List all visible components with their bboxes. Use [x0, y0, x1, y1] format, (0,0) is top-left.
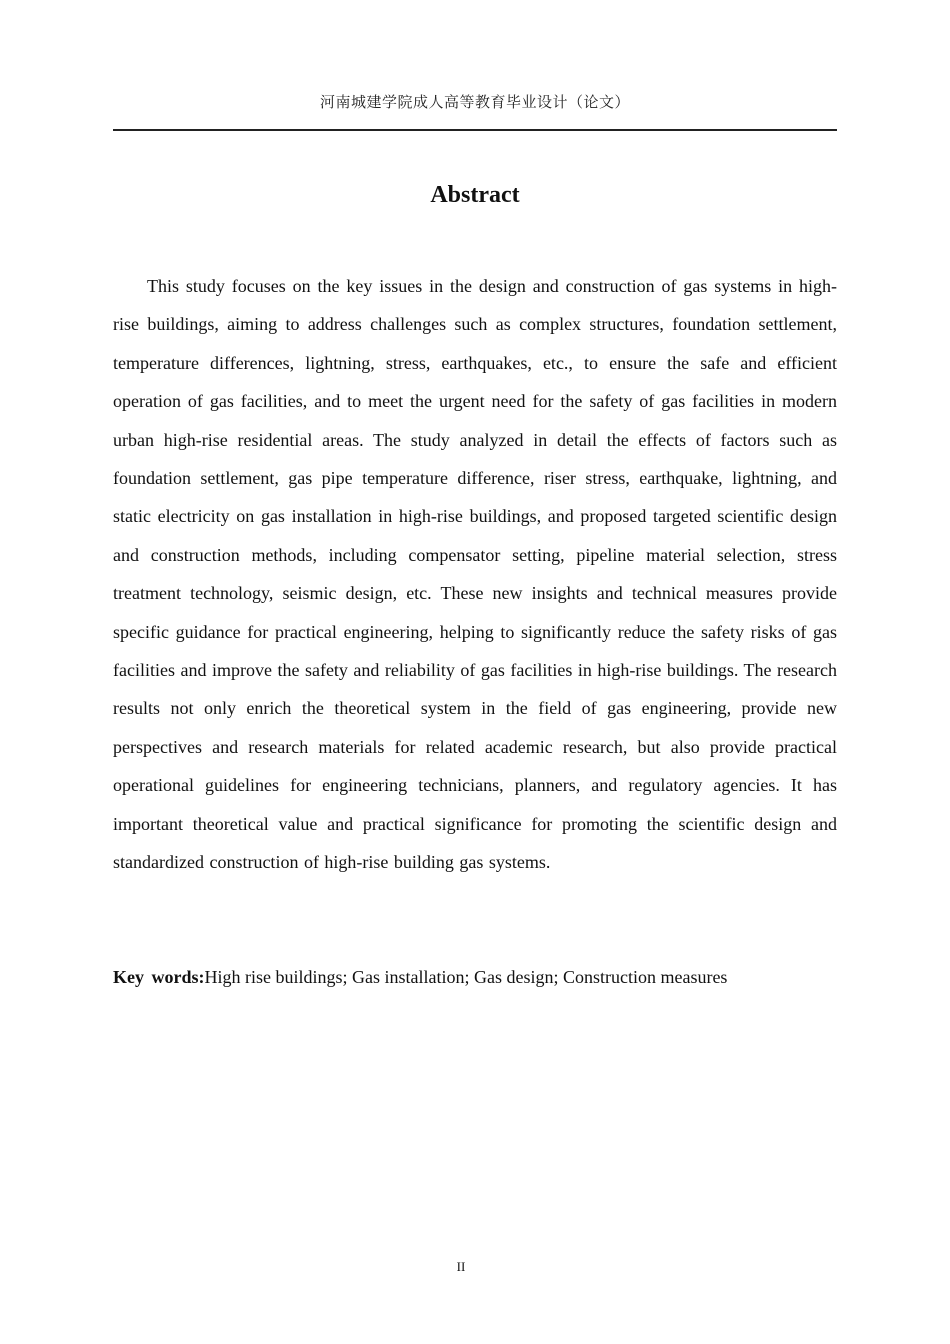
header-divider — [113, 129, 837, 131]
keywords-line — [113, 962, 837, 992]
keywords-label: Key words: — [113, 967, 205, 987]
running-header: 河南城建学院成人高等教育毕业设计（论文） — [319, 95, 630, 111]
abstract-body: This study focuses on the key issues in the design and construction of gas systems in high-rise buildings, aiming to address challenges such as complex structures, foundation settlement, temperature differences, lightning, stress, earthquakes, etc., to ensure the safe and efficient operation of gas facilities, and to meet the urgent need for the safety of gas facilities in modern urban high-rise residential areas. The study analyzed in detail the effects of factors such as foundation settlement, gas pipe temperature difference, riser stress, earthquake, lightning, and static electricity on gas installation in high-rise buildings, and proposed targeted scientific design and construction methods, including compensator setting, pipeline material selection, stress treatment technology, seismic design, etc. These new insights and technical measures provide specific guidance for practical engineering, helping to significantly reduce the safety risks of gas facilities and improve the safety and reliability of gas facilities in high-rise buildings. The research results not only enrich the theoretical system in the field of gas engineering, provide new perspectives and research materials for related academic research, but also provide practical operational guidelines for engineering technicians, planners, and regulatory agencies. It has important theoretical value and practical significance for promoting the scientific design and standardized construction of high-rise building gas systems. — [113, 276, 837, 873]
page-number: II — [456, 1259, 466, 1274]
abstract-title: Abstract — [430, 182, 520, 208]
keywords-text: High rise buildings; Gas installation; Gas design; Construction measures — [204, 967, 728, 987]
